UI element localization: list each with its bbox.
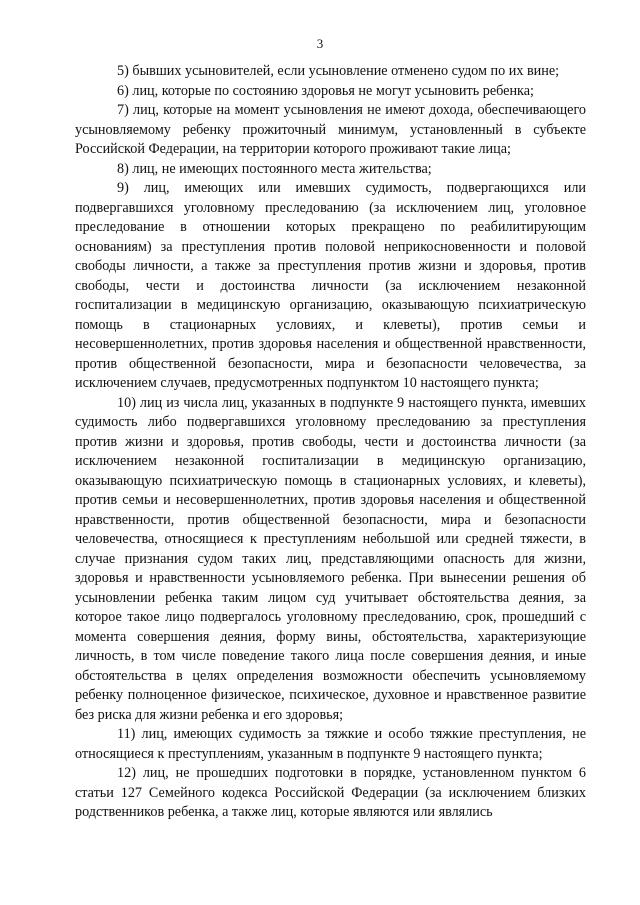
paragraph-item-9: 9) лиц, имеющих или имевших судимость, подвергающихся или подвергавшихся уголовному преследованию (за исключением лиц, уголовное преследование в отношении которых прекращено по реабилитирующим основаниям) за преступления против половой неприкосновенности и половой свободы личности, а также за преступления против жизни и здоровья, против свободы, чести и достоинства личности (за исключением незаконной госпитализации в медицинскую организацию, оказывающую психиатрическую помощь в стационарных условиях, и клеветы), против семьи и несовершеннолетних, против здоровья населения и общественной нравственности, против общественной безопасности, мира и безопасности человечества, за исключением случаев, предусмотренных подпунктом 10 настоящего пункта;	[75, 180, 586, 391]
paragraph-item-11: 11) лиц, имеющих судимость за тяжкие и особо тяжкие преступления, не относящиеся к преступлениям, указанным в подпункте 9 настоящего пункта;	[75, 726, 586, 762]
paragraph-item-7: 7) лиц, которые на момент усыновления не имеют дохода, обеспечивающего усыновляемому ребенку прожиточный минимум, установленный в субъекте Российской Федерации, на территории которого проживают такие лица;	[75, 102, 586, 157]
document-body	[75, 62, 586, 823]
paragraph-item-5: 5) бывших усыновителей, если усыновление отменено судом по их вине;	[117, 63, 560, 79]
paragraph-item-12: 12) лиц, не прошедших подготовки в порядке, установленном пунктом 6 статьи 127 Семейного кодекса Российской Федерации (за исключением близких родственников ребенка, а также лиц, которые являются или являлись	[75, 765, 586, 820]
page-number: 3	[316, 36, 324, 51]
paragraph-item-10: 10) лиц из числа лиц, указанных в подпункте 9 настоящего пункта, имевших судимость либо подвергавшихся уголовному преследованию за преступления против жизни и здоровья, против свободы, чести и достоинства личности (за исключением незаконной госпитализации в медицинскую организацию, оказывающую психиатрическую помощь в стационарных условиях, и клеветы), против семьи и несовершеннолетних, против здоровья населения и общественной нравственности, против общественной безопасности, мира и безопасности человечества, относящиеся к преступлениям небольшой или средней тяжести, в случае признания судом таких лиц, представляющими опасность для жизни, здоровья и нравственности усыновляемого ребенка. При вынесении решения об усыновлении ребенка таким лицом суд учитывает обстоятельства деяния, за которое такое лицо подвергалось уголовному преследованию, срок, прошедший с момента совершения деяния, форму вины, обстоятельства, характеризующие личность, в том числе поведение такого лица после совершения деяния, и иные обстоятельства в целях определения возможности обеспечить усыновляемому ребенку полноценное физическое, психическое, духовное и нравственное развитие без риска для жизни ребенка и его здоровья;	[75, 394, 586, 723]
paragraph-item-8: 8) лиц, не имеющих постоянного места жительства;	[117, 160, 432, 177]
paragraph-item-6: 6) лиц, которые по состоянию здоровья не могут усыновить ребенка;	[117, 82, 534, 99]
